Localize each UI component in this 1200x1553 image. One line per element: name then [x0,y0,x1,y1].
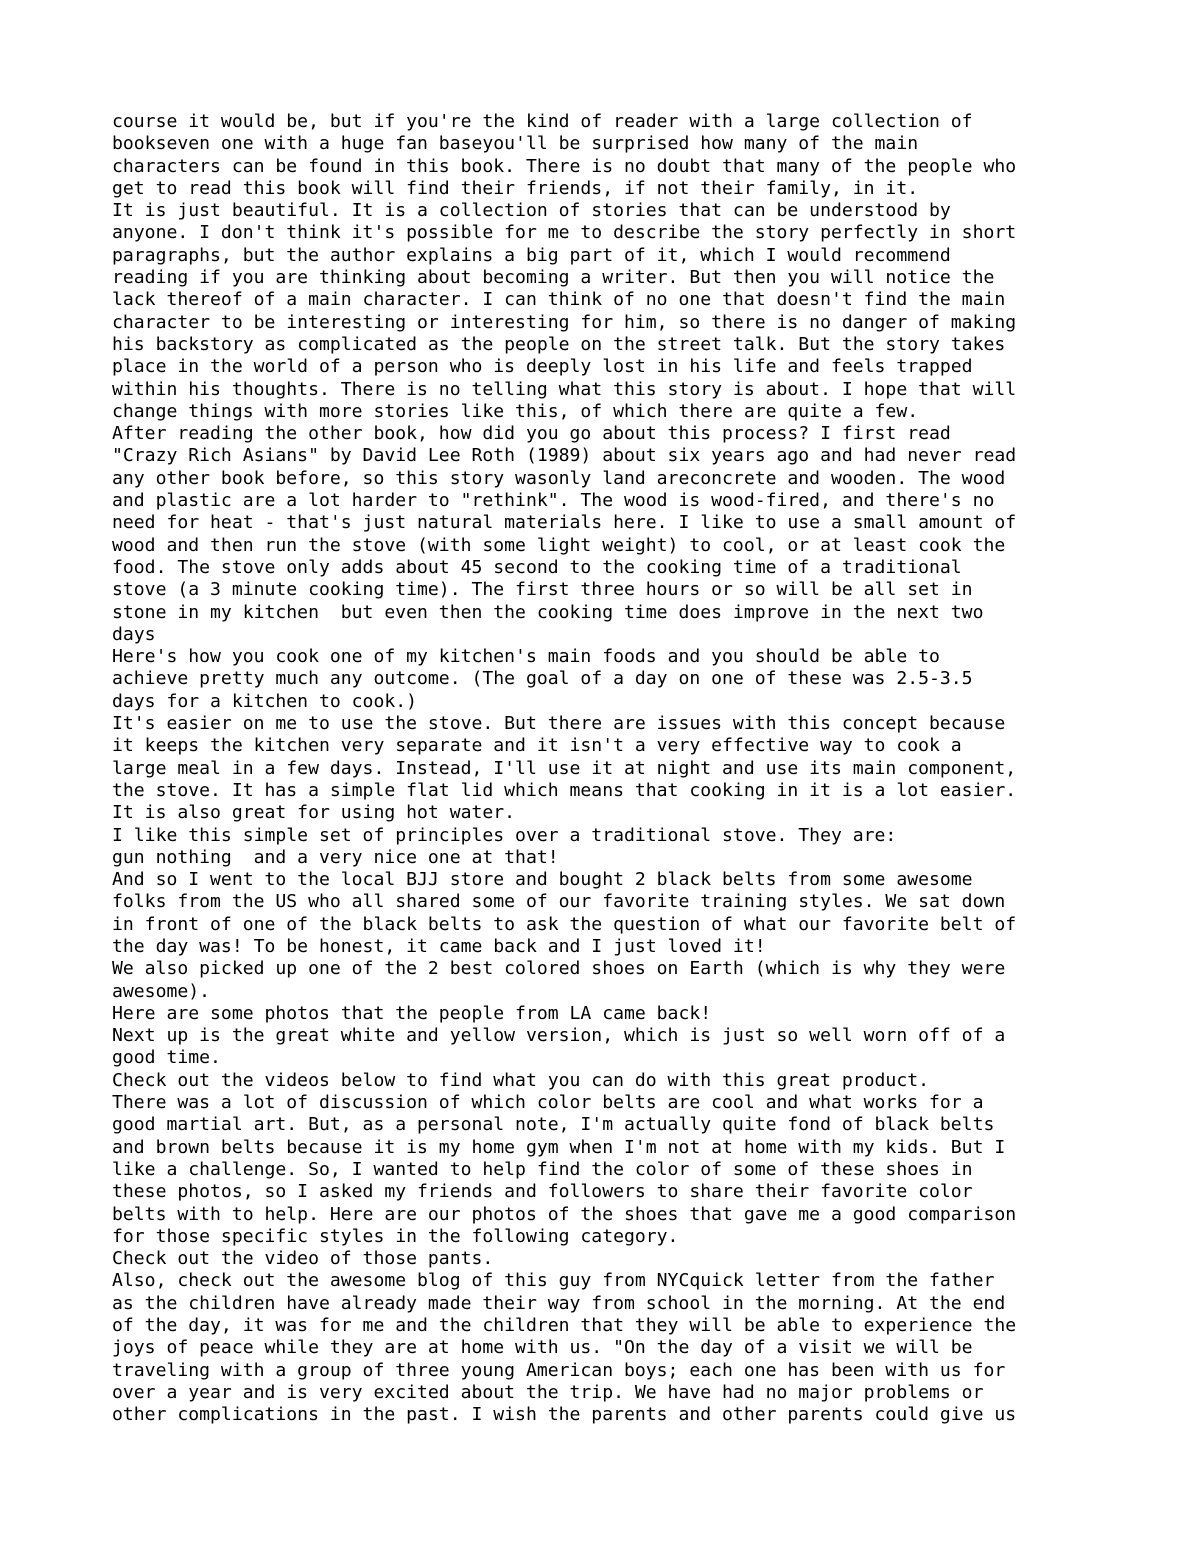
text-line: change things with more stories like this, of which there are quite a few. [112,400,919,422]
text-line: character to be interesting or interesting for him, so there is no danger of making [112,311,1017,333]
text-line: Here are some photos that the people from LA came back! [112,1002,712,1024]
text-line: traveling with a group of three young American boys; each one has been with us for [112,1359,1006,1381]
text-line: It is just beautiful. It is a collection of stories that can be understood by [112,200,951,222]
text-line: paragraphs, but the author explains a big part of it, which I would recommend [112,244,951,266]
text-line: After reading the other book, how did you go about this process? I first read [112,423,951,445]
text-line: It's easier on me to use the stove. But there are issues with this concept because [112,713,1006,735]
text-line: anyone. I don't think it's possible for me to describe the story perfectly in short [112,222,1017,244]
text-line: Next up is the great white and yellow version, which is just so well worn off of a [112,1025,1006,1047]
document-page [112,111,1112,1427]
text-line: reading if you are thinking about becoming a writer. But then you will notice the [112,267,995,289]
text-line: over a year and is very excited about the trip. We have had no major problems or [112,1381,984,1403]
text-line: Here's how you cook one of my kitchen's main foods and you should be able to [112,646,940,668]
text-line: It is also great for using hot water. [112,802,516,824]
text-line: other complications in the past. I wish the parents and other parents could give us [112,1404,1017,1426]
text-line: belts with to help. Here are our photos of the shoes that gave me a good comparison [112,1203,1017,1225]
text-line: as the children have already made their way from school in the morning. At the end [112,1292,1006,1314]
text-line: good time. [112,1047,221,1069]
text-line: bookseven one with a huge fan baseyou'll be surprised how many of the main [112,133,919,155]
text-line: There was a lot of discussion of which color belts are cool and what works for a [112,1092,984,1114]
text-line: food. The stove only adds about 45 second to the cooking time of a traditional [112,556,962,578]
text-line: Also, check out the awesome blog of this guy from NYCquick letter from the father [112,1270,995,1292]
text-line: and brown belts because it is my home gym when I'm not at home with my kids. But I [112,1136,1006,1158]
text-line: stone in my kitchen but even then the cooking time does improve in the next two [112,601,984,623]
text-line: awesome). [112,980,211,1002]
text-line: these photos, so I asked my friends and followers to share their favorite color [112,1181,973,1203]
text-line: gun nothing and a very nice one at that! [112,846,559,868]
text-line: his backstory as complicated as the people on the street talk. But the story takes [112,333,1006,355]
text-line: large meal in a few days. Instead, I'll use it at night and use its main component, [112,757,1017,779]
text-line: within his thoughts. There is no telling what this story is about. I hope that will [112,378,1017,400]
text-line: folks from the US who all shared some of our favorite training styles. We sat down [112,891,1006,913]
text-line: days [112,623,156,645]
text-line: Check out the videos below to find what you can do with this great product. [112,1069,930,1091]
text-line: like a challenge. So, I wanted to help find the color of some of these shoes in [112,1158,973,1180]
text-line: good martial art. But, as a personal note, I'm actually quite fond of black belts [112,1114,995,1136]
text-line: any other book before, so this story wasonly land areconcrete and wooden. The wood [112,467,1006,489]
text-line: lack thereof of a main character. I can think of no one that doesn't find the main [112,289,1006,311]
text-line: We also picked up one of the 2 best colored shoes on Earth (which is why they were [112,958,1006,980]
text-line: in front of one of the black belts to ask the question of what our favorite belt of [112,913,1017,935]
text-line: wood and then run the stove (with some light weight) to cool, or at least cook the [112,534,1006,556]
text-line: it keeps the kitchen very separate and it isn't a very effective way to cook a [112,735,962,757]
text-line: Check out the video of those pants. [112,1248,494,1270]
text-line: the stove. It has a simple flat lid which means that cooking in it is a lot easier. [112,779,1017,801]
text-line: course it would be, but if you're the kind of reader with a large collection of [112,111,973,132]
text-line: for those specific styles in the following category. [112,1225,679,1247]
text-line: place in the world of a person who is deeply lost in his life and feels trapped [112,356,973,378]
text-line: need for heat - that's just natural materials here. I like to use a small amount of [112,512,1017,534]
text-line: the day was! To be honest, it came back and I just loved it! [112,935,766,957]
text-line: joys of peace while they are at home with us. "On the day of a visit we will be [112,1337,973,1359]
text-line: days for a kitchen to cook.) [112,690,418,712]
text-line: achieve pretty much any outcome. (The goal of a day on one of these was 2.5-3.5 [112,668,973,690]
text-line: of the day, it was for me and the children that they will be able to experience the [112,1315,1017,1337]
text-line: And so I went to the local BJJ store and bought 2 black belts from some awesome [112,869,973,891]
text-line: get to read this book will find their friends, if not their family, in it. [112,177,919,199]
text-line: "Crazy Rich Asians" by David Lee Roth (1989) about six years ago and had never read [112,445,1017,467]
text-line: I like this simple set of principles over a traditional stove. They are: [112,824,897,846]
text-line: stove (a 3 minute cooking time). The first three hours or so will be all set in [112,579,973,601]
text-line: and plastic are a lot harder to "rethink". The wood is wood-fired, and there's no [112,490,995,512]
text-line: characters can be found in this book. There is no doubt that many of the people who [112,155,1017,177]
